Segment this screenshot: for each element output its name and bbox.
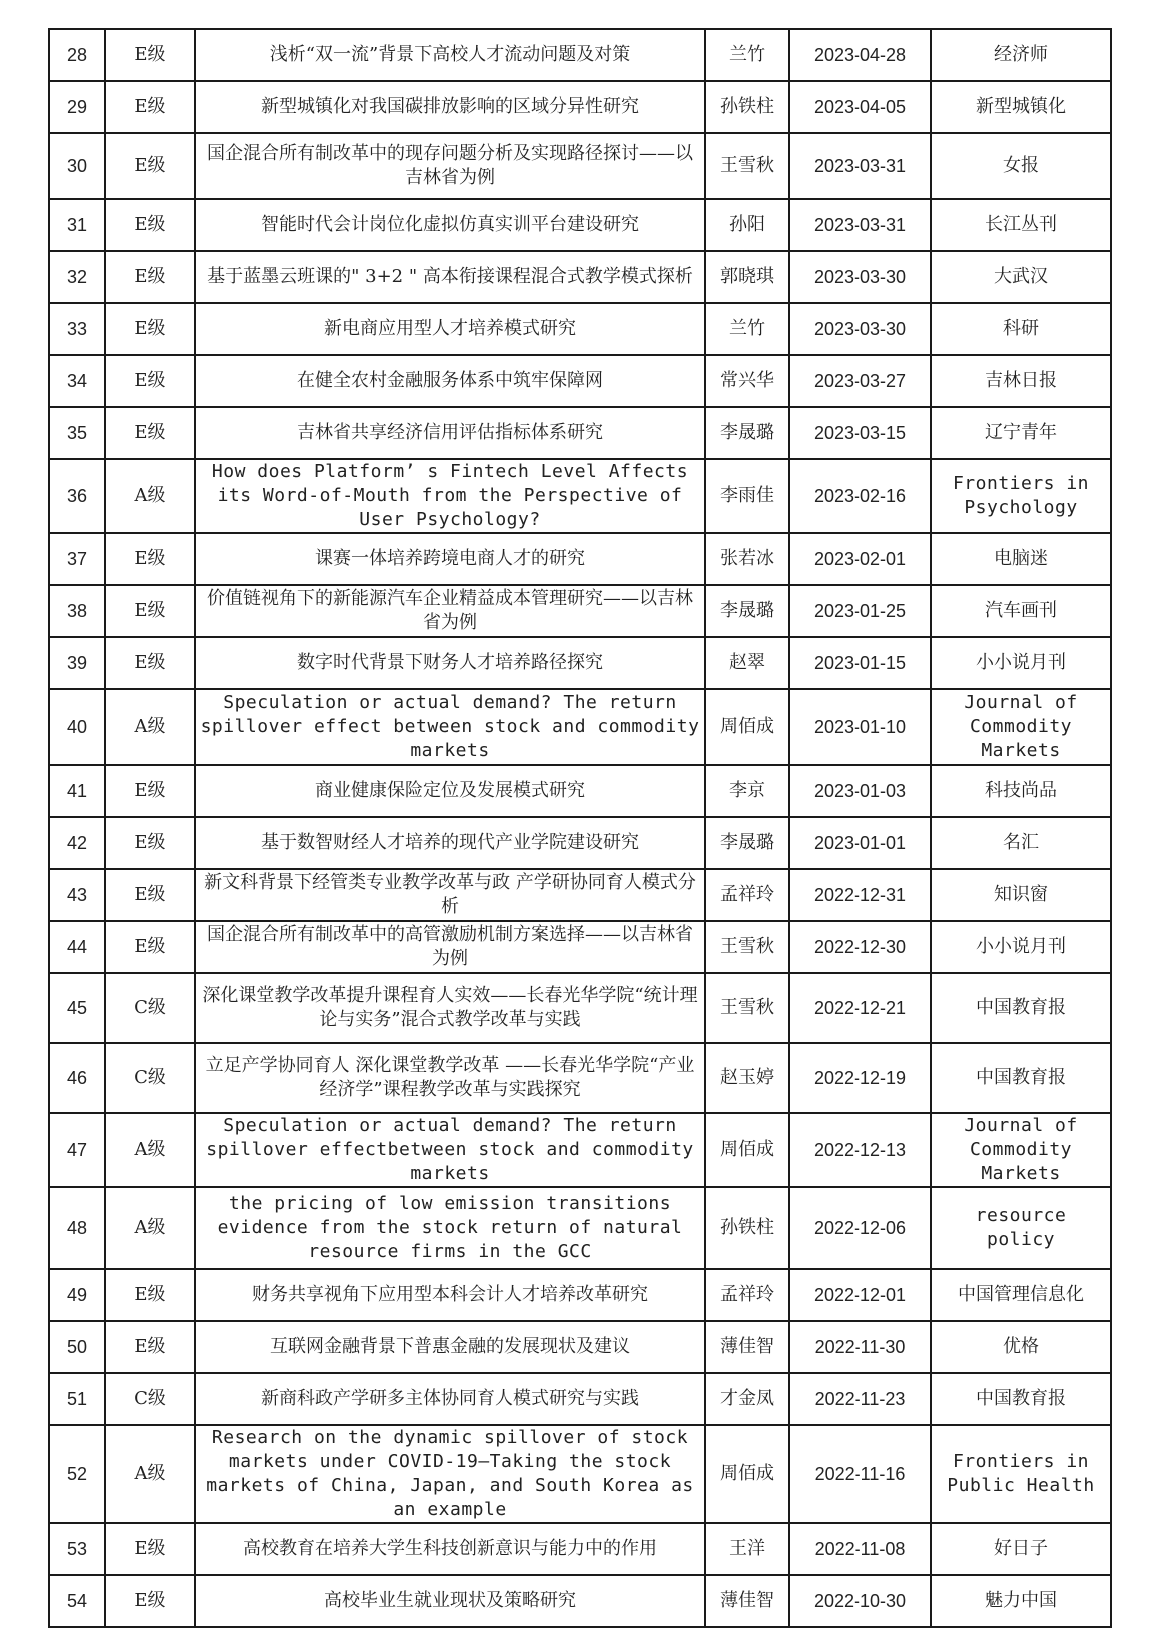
row-journal: 小小说月刊 <box>931 637 1111 689</box>
row-journal: 知识窗 <box>931 869 1111 921</box>
row-journal: 科技尚品 <box>931 765 1111 817</box>
row-date: 2022-12-31 <box>789 869 931 921</box>
table-row <box>49 407 1111 459</box>
row-author: 李京 <box>705 765 789 817</box>
row-title: 国企混合所有制改革中的高管激励机制方案选择——以吉林省为例 <box>195 921 705 973</box>
row-title: 立足产学协同育人 深化课堂教学改革 ——长春光华学院“产业经济学”课程教学改革与实践探究 <box>195 1043 705 1113</box>
row-author: 李晟璐 <box>705 585 789 637</box>
row-grade: C级 <box>105 1373 195 1425</box>
row-title: 商业健康保险定位及发展模式研究 <box>195 765 705 817</box>
row-journal: 中国管理信息化 <box>931 1269 1111 1321</box>
row-journal: 经济师 <box>931 29 1111 81</box>
table-row <box>49 251 1111 303</box>
row-number: 42 <box>49 817 105 869</box>
table-row <box>49 1269 1111 1321</box>
row-date: 2022-12-30 <box>789 921 931 973</box>
row-journal: 小小说月刊 <box>931 921 1111 973</box>
row-title: 吉林省共享经济信用评估指标体系研究 <box>195 407 705 459</box>
row-author: 郭晓琪 <box>705 251 789 303</box>
row-author: 周佰成 <box>705 689 789 765</box>
table-row <box>49 1187 1111 1269</box>
row-title: Speculation or actual demand? The return spillover effect between stock and commodity markets <box>195 689 705 765</box>
table-row <box>49 585 1111 637</box>
table-row <box>49 1321 1111 1373</box>
row-journal: Journal of Commodity Markets <box>931 689 1111 765</box>
row-title: Research on the dynamic spillover of stock markets under COVID-19—Taking the stock markets of China, Japan, and South Korea as an example <box>195 1425 705 1523</box>
row-number: 36 <box>49 459 105 533</box>
row-number: 32 <box>49 251 105 303</box>
row-number: 41 <box>49 765 105 817</box>
row-date: 2023-04-28 <box>789 29 931 81</box>
row-date: 2023-01-01 <box>789 817 931 869</box>
row-number: 53 <box>49 1523 105 1575</box>
row-title: How does Platform’ s Fintech Level Affects its Word-of-Mouth from the Perspective of User Psychology? <box>195 459 705 533</box>
row-journal: 长江丛刊 <box>931 199 1111 251</box>
row-grade: E级 <box>105 355 195 407</box>
row-grade: C级 <box>105 1043 195 1113</box>
row-title: 数字时代背景下财务人才培养路径探究 <box>195 637 705 689</box>
row-grade: E级 <box>105 921 195 973</box>
row-grade: E级 <box>105 303 195 355</box>
row-grade: E级 <box>105 407 195 459</box>
row-number: 37 <box>49 533 105 585</box>
row-author: 兰竹 <box>705 29 789 81</box>
row-grade: E级 <box>105 1321 195 1373</box>
row-author: 张若冰 <box>705 533 789 585</box>
table-row <box>49 459 1111 533</box>
row-grade: A级 <box>105 459 195 533</box>
row-journal: 科研 <box>931 303 1111 355</box>
row-date: 2023-03-27 <box>789 355 931 407</box>
row-date: 2022-10-30 <box>789 1575 931 1627</box>
row-title: 高校教育在培养大学生科技创新意识与能力中的作用 <box>195 1523 705 1575</box>
row-grade: E级 <box>105 765 195 817</box>
row-journal: 电脑迷 <box>931 533 1111 585</box>
row-author: 赵翠 <box>705 637 789 689</box>
row-title: Speculation or actual demand? The return spillover effectbetween stock and commodity markets <box>195 1113 705 1187</box>
row-author: 孟祥玲 <box>705 1269 789 1321</box>
table-row <box>49 533 1111 585</box>
row-number: 48 <box>49 1187 105 1269</box>
row-author: 王雪秋 <box>705 921 789 973</box>
row-author: 周佰成 <box>705 1425 789 1523</box>
row-grade: E级 <box>105 251 195 303</box>
row-date: 2023-01-10 <box>789 689 931 765</box>
row-date: 2022-12-06 <box>789 1187 931 1269</box>
row-date: 2022-11-08 <box>789 1523 931 1575</box>
row-author: 赵玉婷 <box>705 1043 789 1113</box>
row-journal: 大武汉 <box>931 251 1111 303</box>
row-number: 40 <box>49 689 105 765</box>
row-author: 李雨佳 <box>705 459 789 533</box>
row-number: 43 <box>49 869 105 921</box>
table-row <box>49 303 1111 355</box>
row-number: 28 <box>49 29 105 81</box>
row-author: 兰竹 <box>705 303 789 355</box>
row-author: 才金凤 <box>705 1373 789 1425</box>
row-journal: 新型城镇化 <box>931 81 1111 133</box>
row-date: 2022-11-30 <box>789 1321 931 1373</box>
row-number: 45 <box>49 973 105 1043</box>
row-grade: A级 <box>105 1425 195 1523</box>
table-row <box>49 869 1111 921</box>
document-page <box>48 28 1110 1628</box>
row-title: 新商科政产学研多主体协同育人模式研究与实践 <box>195 1373 705 1425</box>
row-date: 2022-11-16 <box>789 1425 931 1523</box>
row-date: 2023-01-25 <box>789 585 931 637</box>
row-number: 50 <box>49 1321 105 1373</box>
table-row <box>49 765 1111 817</box>
row-grade: E级 <box>105 81 195 133</box>
row-date: 2023-04-05 <box>789 81 931 133</box>
row-grade: A级 <box>105 1113 195 1187</box>
row-journal: Frontiers in Psychology <box>931 459 1111 533</box>
row-title: 新文科背景下经管类专业教学改革与政 产学研协同育人模式分析 <box>195 869 705 921</box>
row-date: 2023-03-31 <box>789 133 931 199</box>
row-number: 47 <box>49 1113 105 1187</box>
row-journal: 中国教育报 <box>931 973 1111 1043</box>
row-journal: 辽宁青年 <box>931 407 1111 459</box>
row-journal: 名汇 <box>931 817 1111 869</box>
row-number: 29 <box>49 81 105 133</box>
table-row <box>49 1373 1111 1425</box>
row-title: 互联网金融背景下普惠金融的发展现状及建议 <box>195 1321 705 1373</box>
row-date: 2022-11-23 <box>789 1373 931 1425</box>
row-date: 2023-03-30 <box>789 303 931 355</box>
row-journal: resource policy <box>931 1187 1111 1269</box>
row-date: 2022-12-21 <box>789 973 931 1043</box>
row-author: 孙铁柱 <box>705 81 789 133</box>
row-title: 深化课堂教学改革提升课程育人实效——长春光华学院“统计理论与实务”混合式教学改革与实践 <box>195 973 705 1043</box>
table-row <box>49 29 1111 81</box>
row-number: 33 <box>49 303 105 355</box>
row-journal: 吉林日报 <box>931 355 1111 407</box>
row-date: 2023-03-15 <box>789 407 931 459</box>
row-author: 李晟璐 <box>705 407 789 459</box>
row-grade: E级 <box>105 1575 195 1627</box>
row-grade: A级 <box>105 1187 195 1269</box>
row-date: 2022-12-19 <box>789 1043 931 1113</box>
table-row <box>49 1043 1111 1113</box>
row-date: 2023-01-15 <box>789 637 931 689</box>
row-journal: Frontiers in Public Health <box>931 1425 1111 1523</box>
row-number: 54 <box>49 1575 105 1627</box>
row-title: 基于数智财经人才培养的现代产业学院建设研究 <box>195 817 705 869</box>
row-date: 2023-02-16 <box>789 459 931 533</box>
row-grade: A级 <box>105 689 195 765</box>
row-title: 新型城镇化对我国碳排放影响的区域分异性研究 <box>195 81 705 133</box>
row-author: 薄佳智 <box>705 1575 789 1627</box>
table-row <box>49 1425 1111 1523</box>
row-date: 2022-12-01 <box>789 1269 931 1321</box>
row-date: 2023-01-03 <box>789 765 931 817</box>
row-title: 智能时代会计岗位化虚拟仿真实训平台建设研究 <box>195 199 705 251</box>
row-date: 2023-02-01 <box>789 533 931 585</box>
row-journal: Journal of Commodity Markets <box>931 1113 1111 1187</box>
row-title: 价值链视角下的新能源汽车企业精益成本管理研究——以吉林省为例 <box>195 585 705 637</box>
table-row <box>49 81 1111 133</box>
row-author: 王洋 <box>705 1523 789 1575</box>
row-number: 46 <box>49 1043 105 1113</box>
row-number: 34 <box>49 355 105 407</box>
row-journal: 汽车画刊 <box>931 585 1111 637</box>
publications-table <box>48 28 1112 1628</box>
row-author: 王雪秋 <box>705 973 789 1043</box>
row-grade: E级 <box>105 637 195 689</box>
row-grade: E级 <box>105 1523 195 1575</box>
row-journal: 优格 <box>931 1321 1111 1373</box>
row-author: 常兴华 <box>705 355 789 407</box>
row-grade: E级 <box>105 133 195 199</box>
row-journal: 魅力中国 <box>931 1575 1111 1627</box>
row-grade: C级 <box>105 973 195 1043</box>
row-number: 38 <box>49 585 105 637</box>
row-grade: E级 <box>105 585 195 637</box>
row-title: 在健全农村金融服务体系中筑牢保障网 <box>195 355 705 407</box>
table-row <box>49 817 1111 869</box>
row-grade: E级 <box>105 817 195 869</box>
table-body <box>49 29 1111 1627</box>
row-author: 王雪秋 <box>705 133 789 199</box>
row-number: 31 <box>49 199 105 251</box>
table-row <box>49 921 1111 973</box>
row-number: 39 <box>49 637 105 689</box>
row-title: 课赛一体培养跨境电商人才的研究 <box>195 533 705 585</box>
row-title: 浅析“双一流”背景下高校人才流动问题及对策 <box>195 29 705 81</box>
row-title: 高校毕业生就业现状及策略研究 <box>195 1575 705 1627</box>
table-row <box>49 1523 1111 1575</box>
row-author: 孙阳 <box>705 199 789 251</box>
row-author: 李晟璐 <box>705 817 789 869</box>
row-journal: 中国教育报 <box>931 1043 1111 1113</box>
row-grade: E级 <box>105 199 195 251</box>
row-date: 2023-03-31 <box>789 199 931 251</box>
row-journal: 好日子 <box>931 1523 1111 1575</box>
row-title: the pricing of low emission transitions evidence from the stock return of natural resource firms in the GCC <box>195 1187 705 1269</box>
row-author: 周佰成 <box>705 1113 789 1187</box>
row-date: 2022-12-13 <box>789 1113 931 1187</box>
table-row <box>49 973 1111 1043</box>
row-grade: E级 <box>105 533 195 585</box>
row-date: 2023-03-30 <box>789 251 931 303</box>
row-journal: 中国教育报 <box>931 1373 1111 1425</box>
row-number: 52 <box>49 1425 105 1523</box>
row-title: 财务共享视角下应用型本科会计人才培养改革研究 <box>195 1269 705 1321</box>
row-title: 新电商应用型人才培养模式研究 <box>195 303 705 355</box>
row-grade: E级 <box>105 29 195 81</box>
row-number: 35 <box>49 407 105 459</box>
row-author: 薄佳智 <box>705 1321 789 1373</box>
row-author: 孙铁柱 <box>705 1187 789 1269</box>
row-grade: E级 <box>105 869 195 921</box>
row-journal: 女报 <box>931 133 1111 199</box>
table-row <box>49 199 1111 251</box>
table-row <box>49 689 1111 765</box>
table-row <box>49 355 1111 407</box>
row-title: 国企混合所有制改革中的现存问题分析及实现路径探讨——以吉林省为例 <box>195 133 705 199</box>
table-row <box>49 637 1111 689</box>
row-number: 30 <box>49 133 105 199</box>
row-author: 孟祥玲 <box>705 869 789 921</box>
row-number: 49 <box>49 1269 105 1321</box>
table-row <box>49 133 1111 199</box>
row-number: 51 <box>49 1373 105 1425</box>
row-number: 44 <box>49 921 105 973</box>
row-grade: E级 <box>105 1269 195 1321</box>
row-title: 基于蓝墨云班课的" 3+2 " 高本衔接课程混合式教学模式探析 <box>195 251 705 303</box>
table-row <box>49 1575 1111 1627</box>
table-row <box>49 1113 1111 1187</box>
